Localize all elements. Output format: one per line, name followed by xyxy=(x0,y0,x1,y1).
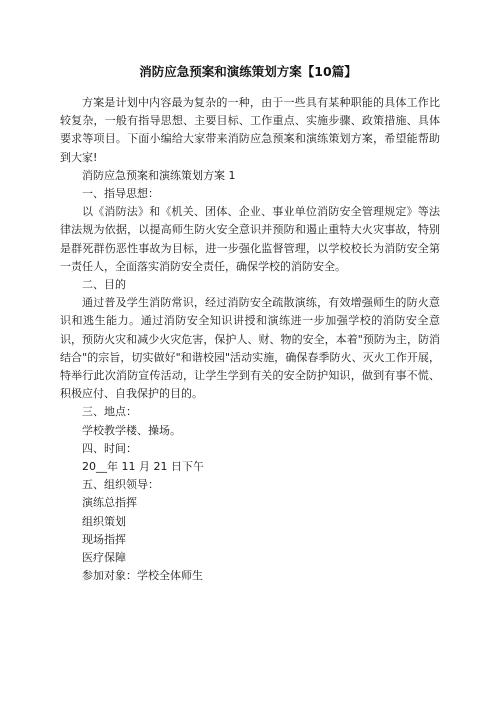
section-text-purpose: 通过普及学生消防常识，经过消防安全疏散演练，有效增强师生的防火意识和逃生能力。通过消防安全知识讲授和演练进一步加强学校的消防安全意识，预防火灾和减少火灾危害，保护人、财、物的安全，本着"预防为主，防消结合"的宗旨，切实做好"和谐校园"活动实施，确保春季防火、灭火工作开展，特举行此次消防宣传活动，让学生学到有关的安全防护知识，做到有事不慌、积极应付、自我保护的目的。 xyxy=(60,296,440,401)
document-body xyxy=(60,94,440,585)
section-heading-location: 三、地点： xyxy=(82,405,137,419)
participants-line: 参加对象：学校全体师生 xyxy=(82,569,203,583)
section-heading-purpose: 二、目的 xyxy=(82,278,126,292)
section-text-time: 20__年 11 月 21 日下午 xyxy=(82,460,204,474)
section-heading-guiding-ideology: 一、指导思想： xyxy=(82,187,159,201)
section-heading-time: 四、时间： xyxy=(82,441,137,455)
organization-item: 演练总指挥 xyxy=(82,496,137,510)
section-text-location: 学校教学楼、操场。 xyxy=(82,423,181,437)
organization-item: 医疗保障 xyxy=(82,551,126,565)
organization-item: 现场指挥 xyxy=(82,532,126,546)
document-title: 消防应急预案和演练策划方案【10篇】 xyxy=(139,64,357,79)
plan-heading: 消防应急预案和演练策划方案 1 xyxy=(82,168,236,182)
intro-paragraph: 方案是计划中内容最为复杂的一种，由于一些具有某种职能的具体工作比较复杂，一般有指导思想、主要目标、工作重点、实施步骤、政策措施、具体要求等项目。下面小编给大家带来消防应急预案和演练策划方案，希望能帮助到大家! xyxy=(60,96,440,164)
section-text-guiding-ideology: 以《消防法》和《机关、团体、企业、事业单位消防安全管理规定》等法律法规为依据，以提高师生防火安全意识并预防和遏止重特大火灾事故，特别是群死群伤恶性事故为目标，进一步强化监督管理，以学校校长为消防安全第一责任人，全面落实消防安全责任，确保学校的消防安全。 xyxy=(60,205,440,273)
section-heading-organization: 五、组织领导： xyxy=(82,478,159,492)
organization-item: 组织策划 xyxy=(82,514,126,528)
